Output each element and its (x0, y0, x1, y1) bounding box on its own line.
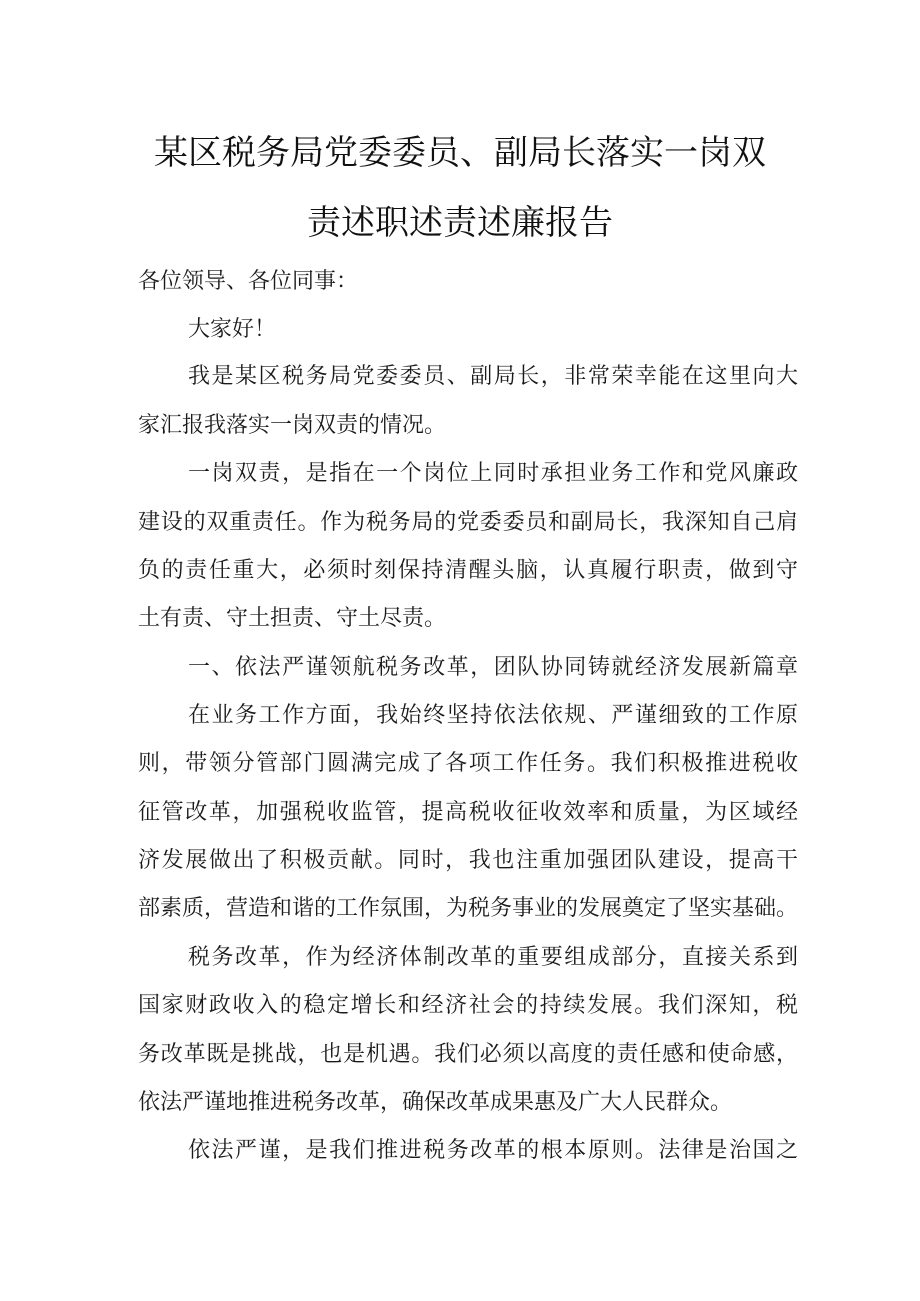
salutation: 各位领导、各位同事： (138, 269, 359, 294)
paragraph-3-line: 征管改革，加强税收监管，提高税收征收效率和质量，为区域经 (138, 800, 798, 825)
greeting: 大家好！ (188, 317, 277, 342)
paragraph-4-line: 税务改革，作为经济体制改革的重要组成部分，直接关系到 (188, 945, 798, 970)
paragraph-1-line: 家汇报我落实一岗双责的情况。 (138, 413, 447, 438)
paragraph-3-line: 在业务工作方面，我始终坚持依法依规、严谨细致的工作原 (188, 703, 798, 728)
paragraph-3-line: 济发展做出了积极贡献。同时，我也注重加强团队建设，提高干 (138, 848, 798, 873)
paragraph-2-line: 一岗双责，是指在一个岗位上同时承担业务工作和党风廉政 (188, 461, 798, 486)
paragraph-4-line: 务改革既是挑战，也是机遇。我们必须以高度的责任感和使命感， (138, 1042, 798, 1067)
section-1-heading: 一、依法严谨领航税务改革，团队协同铸就经济发展新篇章 (188, 655, 798, 680)
paragraph-2-line: 负的责任重大，必须时刻保持清醒头脑，认真履行职责，做到守 (138, 558, 798, 583)
document-title-line-2: 责述职述责述廉报告 (307, 203, 613, 243)
paragraph-2-line: 土有责、守土担责、守土尽责。 (138, 606, 447, 631)
paragraph-3-line: 部素质，营造和谐的工作氛围，为税务事业的发展奠定了坚实基础。 (138, 896, 799, 921)
paragraph-3-line: 则，带领分管部门圆满完成了各项工作任务。我们积极推进税收 (138, 751, 798, 776)
paragraph-2-line: 建设的双重责任。作为税务局的党委委员和副局长，我深知自己肩 (138, 510, 798, 535)
paragraph-4-line: 依法严谨地推进税务改革，确保改革成果惠及广大人民群众。 (138, 1090, 733, 1115)
document-title-line-1: 某区税务局党委委员、副局长落实一岗双 (154, 133, 766, 173)
paragraph-5-line: 依法严谨，是我们推进税务改革的根本原则。法律是治国之 (188, 1138, 798, 1163)
paragraph-1-line: 我是某区税务局党委委员、副局长，非常荣幸能在这里向大 (188, 364, 798, 389)
paragraph-4-line: 国家财政收入的稳定增长和经济社会的持续发展。我们深知，税 (138, 993, 798, 1018)
